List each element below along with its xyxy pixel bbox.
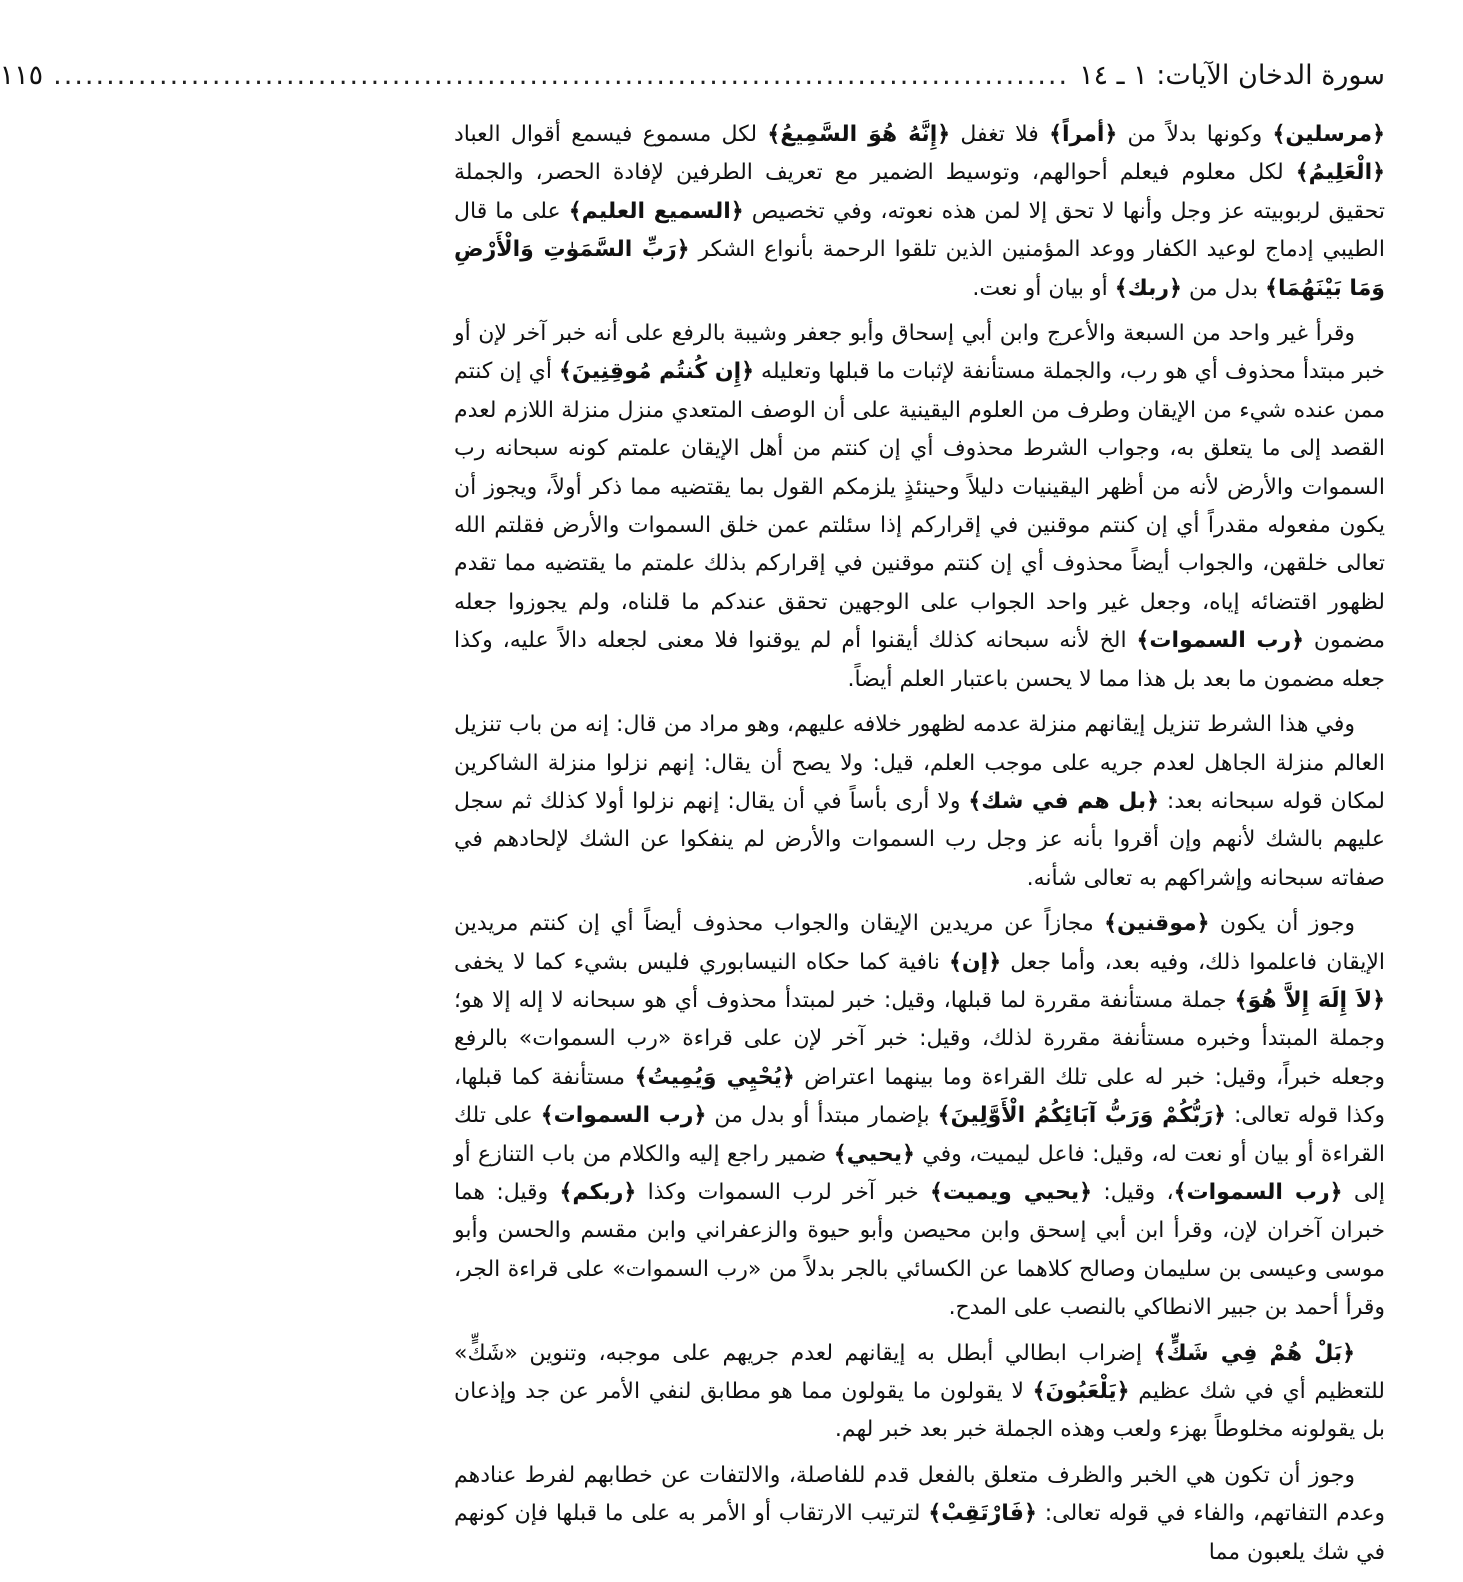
text-run: وكونها بدلاً من	[1117, 122, 1273, 147]
paragraph	[454, 1457, 1385, 1572]
text-run: أي إن كنتم ممن عنده شيء من الإيقان وطرف من العلوم اليقينية على أن الوصف المتعدي منزل منزلة اللازم لعدم القصد إلى ما يتعلق به، وجواب الشرط محذوف أي إن كنتم من أهل الإيقان علمتم كونه سبحانه رب السموات والأرض لأنه من أظهر اليقينيات دليلاً وحينئذٍ يلزمكم القول بما يقتضيه مما ذكر أولاً، ويجوز أن يكون مفعوله مقدراً أي إن كنتم موقنين في إقراركم إذا سئلتم عمن خلق السموات والأرض فقلتم الله تعالى خلقهن، والجواب أيضاً محذوف أي إن كنتم موقنين في إقراركم بذلك علمتم ما يقتضيه مما تقدم لظهور اقتضائه إياه، وجعل غير واحد الجواب على الوجهين تحقق عندكم ما قلناه، ولم يجوزوا جعله مضمون	[454, 359, 1386, 654]
text-run: على ما قال الطيبي إدماج لوعيد الكفار ووعد المؤمنين الذين تلقوا الرحمة بأنواع الشكر	[454, 198, 1385, 263]
text-run: أو بيان أو نعت.	[972, 275, 1115, 301]
text-run: بإضمار مبتدأ أو بدل من	[706, 1103, 938, 1129]
quran-quote: ﴿إِنَّهُ هُوَ السَّمِيعُ﴾	[767, 122, 951, 147]
quran-quote: ﴿يَلْعَبُونَ﴾	[1032, 1379, 1130, 1404]
quran-quote: ﴿إِن كُنتُم مُوقِنِينَ﴾	[559, 359, 755, 385]
text-run: وقرأ غير واحد من السبعة والأعرج وابن أبي إسحاق وأبو جعفر وشيبة بالرفع على أنه خبر آخر لإن أو خبر مبتدأ محذوف أي هو رب، والجملة مستأنفة لإثبات ما قبلها وتعليله	[454, 321, 1385, 385]
text-run: خبر آخر لرب السموات وكذا	[636, 1179, 930, 1205]
text-run: ، وقيل:	[1092, 1179, 1174, 1205]
text-run: جملة مستأنفة مقررة لما قبلها، وقيل: خبر لمبتدأ محذوف أي هو سبحانه لا إله إلا هو؛ وجملة المبتدأ وخبره مستأنفة مقررة لذلك، وقيل: خبر آخر لإن على قراءة «رب السموات» بالرفع وجعله خبراً، وقيل: خبر له على تلك القراءة وما بينهما اعتراض	[454, 987, 1386, 1090]
quran-quote: ﴿بَلْ هُمْ فِي شَكٍّ﴾	[1153, 1340, 1356, 1366]
paragraph	[454, 905, 1385, 1327]
quran-quote: ﴿السميع العليم﴾	[568, 198, 744, 224]
quran-quote: ﴿أمراً﴾	[1049, 122, 1118, 147]
text-run: لكل معلوم فيعلم أحوالهم، وتوسيط الضمير مع تعريف الطرفين لإفادة الحصر، والجملة تحقيق لربوبيته عز وجل وأنها لا تحق إلا لمن هذه نعوته، وفي تخصيص	[454, 160, 1385, 224]
text-run: وفي هذا الشرط تنزيل إيقانهم منزلة عدمه لظهور خلافه عليهم، وهو مراد من قال: إنه من باب تنزيل العالم منزلة الجاهل لعدم جريه على موجب العلم، قيل: ولا يصح أن يقال: إنهم نزلوا منزلة الشاكرين لمكان قوله سبحانه بعد:	[454, 712, 1385, 814]
leader-dots: ................................................................................................	[53, 60, 1070, 91]
text-run: لا يقولون ما يقولون مما هو مطابق لنفي الأمر عن جد وإذعان بل يقولونه مخلوطاً بهزء ولعب وهذه الجملة خبر بعد خبر لهم.	[454, 1379, 1385, 1443]
quran-quote: ﴿يحيي ويميت﴾	[929, 1179, 1093, 1205]
quran-quote: ﴿رب السموات﴾	[540, 1103, 707, 1129]
quran-quote: ﴿رَبُّكُمْ وَرَبُّ آبَائِكُمُ الْأَوَّلِينَ﴾	[937, 1103, 1226, 1129]
text-run: فلا تغفل	[950, 122, 1050, 147]
quran-quote: ﴿ربك﴾	[1114, 275, 1182, 301]
text-run: وجوز أن تكون هي الخبر والظرف متعلق بالفعل قدم للفاصلة، والالتفات عن خطابهم لفرط عنادهم وعدم التفاتهم، والفاء في قوله تعالى:	[454, 1462, 1385, 1527]
quran-quote: ﴿فَارْتَقِبْ﴾	[928, 1501, 1037, 1527]
quran-quote: ﴿الْعَلِيمُ﴾	[1295, 160, 1385, 186]
text-run: ولا أرى بأساً في أن يقال: إنهم نزلوا أولا كذلك ثم سجل عليهم بالشك لأنهم وإن أقروا بأنه عز وجل رب السموات والأرض لم ينفكوا عن الشك لإلحادهم في صفاته سبحانه وإشراكهم به تعالى شأنه.	[454, 788, 1385, 891]
quran-quote: ﴿إن﴾	[948, 949, 1002, 975]
page-number: ١١٥	[0, 60, 44, 91]
quran-quote: ﴿بل هم في شك﴾	[968, 788, 1160, 814]
page-body	[454, 116, 1385, 1572]
quran-quote: ﴿رب السموات﴾	[1136, 628, 1305, 654]
paragraph	[454, 116, 1385, 308]
text-run: لكل مسموع فيسمع أقوال العباد	[454, 122, 768, 147]
quran-quote: ﴿يُحْيِي وَيُمِيتُ﴾	[634, 1064, 795, 1090]
text-run: بدل من	[1181, 275, 1266, 301]
text-run: إضراب ابطالي أبطل به إيقانهم لعدم جريهم على موجبه، وتنوين «شَكٍّ» للتعظيم أي في شك عظيم	[454, 1340, 1385, 1404]
text-run: وجوز أن يكون	[1209, 911, 1355, 937]
text-run: الخ لأنه سبحانه كذلك أيقنوا أم لم يوقنوا فلا معنى لجعله دالاً عليه، وكذا جعله مضمون ما بعد بل هذا مما لا يحسن باعتبار العلم أيضاً.	[454, 628, 1385, 692]
text-run: لترتيب الارتقاب أو الأمر به على ما قبلها فإن كونهم في شك يلعبون مما	[454, 1501, 1385, 1565]
text-run: وقيل: هما خبران آخران لإن، وقرأ ابن أبي إسحق وابن محيصن وأبو حيوة والزعفراني وابن مقسم والحسن وأبو موسى وعيسى بن سليمان وصالح كلاهما عن الكسائي بالجر بدلاً من «رب السموات» على قراءة الجر، وقرأ أحمد بن جبير الانطاكي بالنصب على المدح.	[454, 1179, 1385, 1321]
text-run: على تلك القراءة أو بيان أو نعت له، وقيل: فاعل ليميت، وفي	[454, 1103, 1385, 1167]
quran-quote: ﴿رَبِّ السَّمَوٰتِ وَالْأَرْضِ وَمَا بَيْنَهُمَا﴾	[454, 237, 1385, 301]
quran-quote: ﴿موقنين﴾	[1104, 911, 1210, 937]
text-run: نافية كما حكاه النيسابوري فليس بشيء كما لا يخفى	[454, 949, 949, 975]
paragraph	[454, 706, 1385, 898]
surah-title: سورة الدخان الآيات: ١ ـ ١٤	[1079, 60, 1385, 91]
quran-quote: ﴿يحيي﴾	[833, 1141, 915, 1167]
paragraph	[454, 1335, 1385, 1450]
text-run: مستأنفة كما قبلها، وكذا قوله تعالى:	[454, 1064, 1386, 1129]
paragraph	[454, 315, 1385, 699]
quran-quote: ﴿لاَ إِلَهَ إِلاَّ هُوَ﴾	[1234, 987, 1385, 1013]
text-run: ضمير راجع إليه والكلام من باب التنازع أو إلى	[454, 1141, 1385, 1205]
text-run: مجازاً عن مريدين الإيقان والجواب محذوف أيضاً أي إن كنتم مريدين الإيقان فاعلموا ذلك، وفيه بعد، وأما جعل	[454, 911, 1385, 975]
quran-quote: ﴿ربكم﴾	[559, 1179, 637, 1205]
quran-quote: ﴿رب السموات﴾	[1173, 1179, 1343, 1205]
running-header	[0, 60, 1385, 104]
quran-quote: ﴿مرسلين﴾	[1272, 122, 1385, 147]
